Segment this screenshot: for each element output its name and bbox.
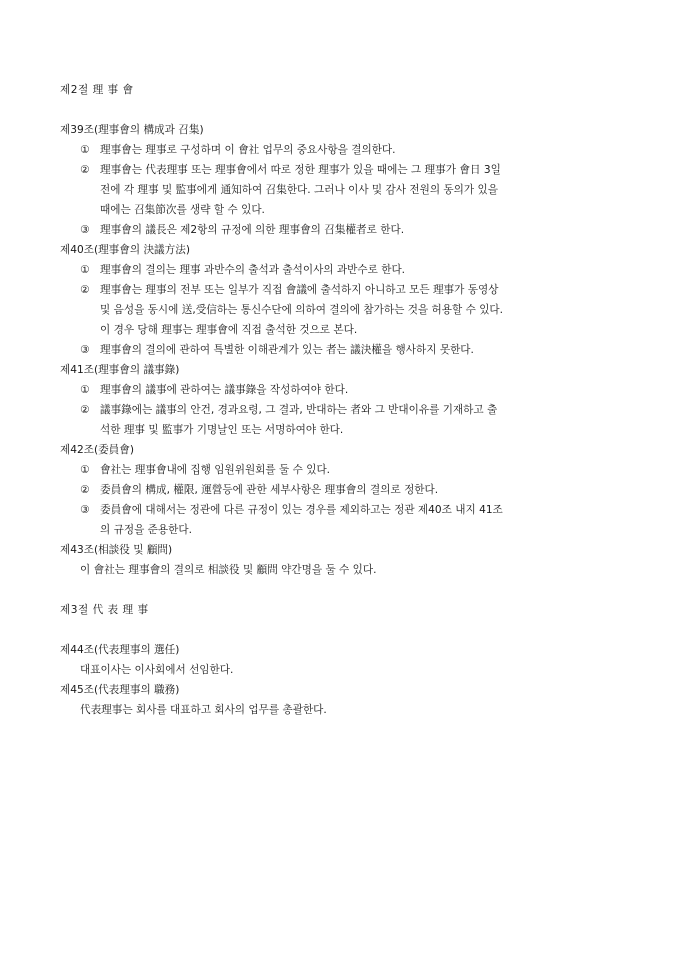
item-text: 理事會의 결의에 관하여 특별한 이해관계가 있는 者는 議決權을 행사하지 못한다. (100, 344, 474, 356)
article-44-text: 대표이사는 이사회에서 선임한다. (80, 664, 234, 676)
item-number: ③ (80, 224, 90, 236)
item-text: 理事會의 결의는 理事 과반수의 출석과 출석이사의 과반수로 한다. (100, 264, 406, 276)
item-text: 會社는 理事會내에 집행 임원위원회를 둘 수 있다. (100, 464, 331, 476)
item-number: ① (80, 384, 90, 396)
item-number: ② (80, 484, 90, 496)
item-text: 理事會는 代表理事 또는 理事會에서 따로 정한 理事가 있을 때에는 그 理事가 會日 3일 (100, 164, 501, 176)
article-41-item-2 (80, 402, 620, 417)
article-42-title: 제42조(委員會) (60, 444, 134, 456)
item-text: 委員會의 構成, 權限, 運營등에 관한 세부사항은 理事會의 결의로 정한다. (100, 484, 439, 496)
item-number: ① (80, 144, 90, 156)
item-text: 理事會의 議事에 관하여는 議事錄을 작성하여야 한다. (100, 384, 349, 396)
article-42-item-3-cont-1: 의 규정을 준용한다. (100, 524, 192, 536)
article-41-title: 제41조(理事會의 議事錄) (60, 364, 180, 376)
article-44-title: 제44조(代表理事의 選任) (60, 644, 180, 656)
item-number: ③ (80, 344, 90, 356)
item-number: ② (80, 404, 90, 416)
article-45-title: 제45조(代表理事의 職務) (60, 684, 180, 696)
article-39-item-2 (80, 162, 620, 177)
section-title-chapter2: 제2절 理 事 會 (60, 84, 134, 96)
item-number: ② (80, 284, 90, 296)
item-text: 議事錄에는 議事의 안건, 경과요령, 그 결과, 반대하는 者와 그 반대이유를 기재하고 출 (100, 404, 498, 416)
section-title-chapter3: 제3절 代 表 理 事 (60, 604, 149, 616)
item-number: ③ (80, 504, 90, 516)
article-39-title: 제39조(理事會의 構成과 召集) (60, 124, 204, 136)
item-text: 委員會에 대해서는 정관에 다른 규정이 있는 경우를 제외하고는 정관 제40조 내지 41조 (100, 504, 503, 516)
article-45-text: 代表理事는 회사를 대표하고 회사의 업무를 총괄한다. (80, 704, 327, 716)
article-39-item-2-cont-2: 때에는 召集節次를 생략 할 수 있다. (100, 204, 265, 216)
article-42-item-2 (80, 482, 620, 497)
article-43-text: 이 會社는 理事會의 결의로 相談役 및 顧問 약간명을 둘 수 있다. (80, 564, 377, 576)
item-text: 理事會의 議長은 제2항의 규정에 의한 理事會의 召集權者로 한다. (100, 224, 405, 236)
article-43-title: 제43조(相談役 및 顧問) (60, 544, 173, 556)
article-39-item-3 (80, 222, 620, 237)
item-number: ① (80, 464, 90, 476)
item-number: ② (80, 164, 90, 176)
article-41-item-2-cont-1: 석한 理事 및 監事가 기명날인 또는 서명하여야 한다. (100, 424, 344, 436)
article-39-item-2-cont-1: 전에 각 理事 및 監事에게 通知하여 召集한다. 그러나 이사 및 감사 전원의 동의가 있을 (100, 184, 498, 196)
article-40-title: 제40조(理事會의 決議方法) (60, 244, 190, 256)
article-40-item-3 (80, 342, 620, 357)
article-42-item-3 (80, 502, 620, 517)
article-42-item-1 (80, 462, 620, 477)
article-40-item-1 (80, 262, 620, 277)
item-text: 理事會는 理事로 구성하며 이 會社 업무의 중요사항을 결의한다. (100, 144, 396, 156)
item-number: ① (80, 264, 90, 276)
article-41-item-1 (80, 382, 620, 397)
article-40-item-2-cont-1: 및 음성을 동시에 送,受信하는 통신수단에 의하여 결의에 참가하는 것을 허용할 수 있다. (100, 304, 504, 316)
item-text: 理事會는 理事의 전부 또는 일부가 직접 會議에 출석하지 아니하고 모든 理事가 동영상 (100, 284, 499, 296)
article-40-item-2 (80, 282, 620, 297)
article-40-item-2-cont-2: 이 경우 당해 理事는 理事會에 직접 출석한 것으로 본다. (100, 324, 358, 336)
article-39-item-1 (80, 142, 620, 157)
